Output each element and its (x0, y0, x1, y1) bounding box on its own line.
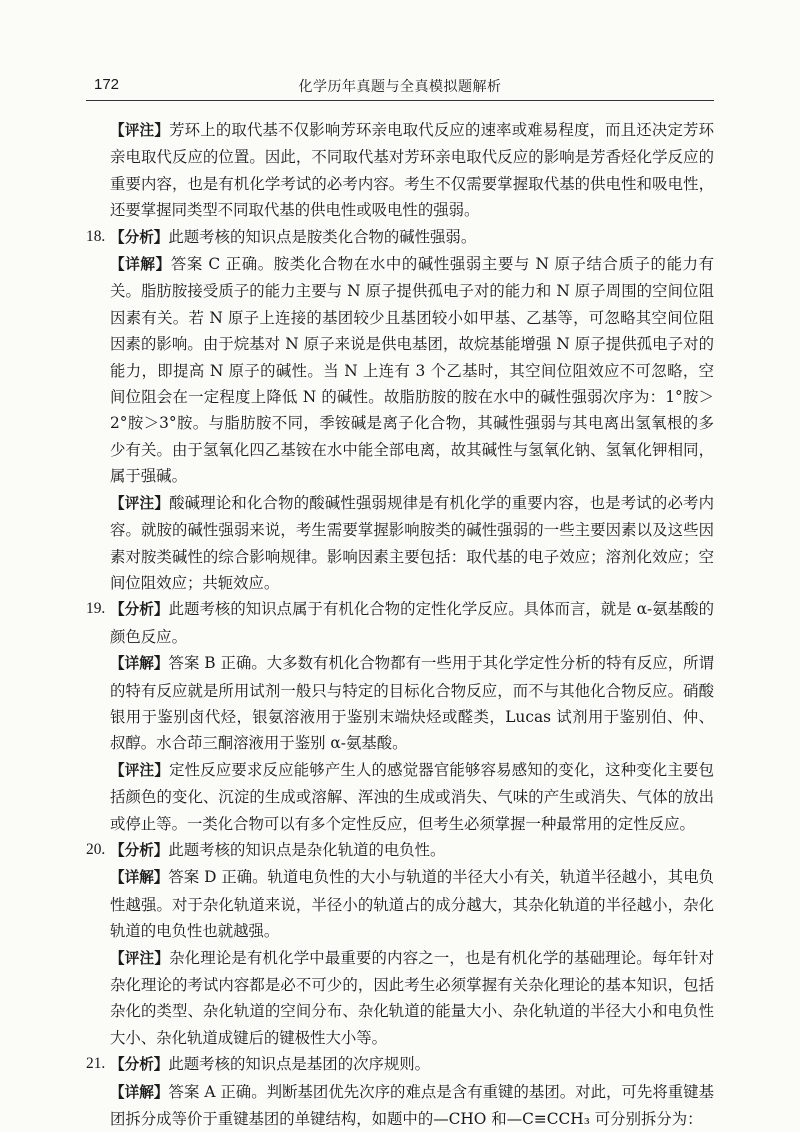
page-number: 172 (94, 76, 120, 93)
analysis-text: 此题考核的知识点是胺类化合物的碱性强弱。 (168, 227, 477, 246)
analysis-tag: 【分析】 (110, 228, 169, 246)
note-tag: 【评注】 (110, 949, 170, 967)
analysis-text: 此题考核的知识点属于有机化合物的定性化学反应。具体而言，就是 α-氨基酸的颜色反应。 (110, 600, 714, 646)
note-text: 定性反应要求反应能够产生人的感觉器官能够容易感知的变化，这种变化主要包括颜色的变化、沉淀的生成或溶解、浑浊的生成或消失、气味的产生或消失、气体的放出或停止等。一类化合物可以有多个定性反应，但考生必须掌握一种最常用的定性反应。 (110, 760, 714, 833)
running-title: 化学历年真题与全真模拟题解析 (298, 79, 502, 95)
question-19-note (86, 757, 714, 837)
detail-text: 答案 D 正确。轨道电负性的大小与轨道的半径大小有关，轨道半径越小，其电负性越强。对于杂化轨道来说，半径小的轨道占的成分越大，其杂化轨道的半径越小，杂化轨道的电负性也就越强。 (110, 868, 714, 941)
page-body (86, 117, 714, 1132)
note-tag: 【评注】 (110, 761, 170, 779)
analysis-tag: 【分析】 (110, 841, 169, 859)
question-20-note (86, 945, 714, 1052)
question-18-note (86, 490, 714, 597)
question-number: 19. (86, 600, 106, 618)
question-21-detail (86, 1079, 714, 1132)
note-paragraph (86, 117, 714, 224)
question-19-detail (86, 650, 714, 757)
detail-text: 答案 C 正确。胺类化合物在水中的碱性强弱主要与 N 原子结合质子的能力有关。脂肪胺接受质子的能力主要与 N 原子提供孤电子对的能力和 N 原子周围的空间位阻因素有关。若 N 原子上连接的基团较少且基团较小如甲基、乙基等，可忽略其空间位阻因素的影响。由于烷基对 N 原子来说是供电基团，故烷基能增强 N 原子提供孤电子对的能力，即提高 N 原子的碱性。当 N 上连有 3 个乙基时，其空间位阻效应不可忽略，空间位阻会在一定程度上降低 N 的碱性。故脂肪胺的胺在水中的碱性强弱次序为：1°胺＞2°胺＞3°胺。与脂肪胺不同，季铵碱是离子化合物，其碱性强弱与其电离出氢氧根的多少有关。由于氢氧化四乙基铵在水中能全部电离，故其碱性与氢氧化钠、氢氧化钾相同，属于强碱。 (110, 255, 714, 486)
analysis-text: 此题考核的知识点是基团的次序规则。 (168, 1055, 431, 1074)
detail-text: 答案 B 正确。大多数有机化合物都有一些用于其化学定性分析的特有反应，所谓的特有反应就是所用试剂一般只与特定的目标化合物反应，而不与其他化合物反应。硝酸银用于鉴别卤代烃，银氨溶液用于鉴别末端炔烃或醛类，Lucas 试剂用于鉴别伯、仲、叔醇。水合茚三酮溶液用于鉴别 α-氨基酸。 (110, 654, 714, 753)
question-21-analysis (86, 1051, 714, 1078)
analysis-text: 此题考核的知识点是杂化轨道的电负性。 (168, 840, 446, 859)
question-18-analysis (86, 224, 714, 251)
question-20-analysis (86, 837, 714, 864)
detail-text: 答案 A 正确。判断基团优先次序的难点是含有重键的基团。对此，可先将重键基团拆分成等价于重键基团的单键结构，如题中的—CHO 和—C≡CCH₃ 可分别拆分为： (110, 1082, 714, 1129)
detail-tag: 【详解】 (110, 256, 171, 274)
note-text: 芳环上的取代基不仅影响芳环亲电取代反应的速率或难易程度，而且还决定芳环亲电取代反应的位置。因此，不同取代基对芳环亲电取代反应的影响是芳香烃化学反应的重要内容，也是有机化学考试的必考内容。考生不仅需要掌握取代基的供电性和吸电性，还要掌握同类型不同取代基的供电性或吸电性的强弱。 (110, 121, 714, 220)
question-20-detail (86, 864, 714, 944)
question-18-detail (86, 251, 714, 490)
question-number: 20. (86, 840, 106, 858)
note-text: 杂化理论是有机化学中最重要的内容之一，也是有机化学的基础理论。每年针对杂化理论的考试内容都是必不可少的，因此考生必须掌握有关杂化理论的基本知识，包括杂化的类型、杂化轨道的空间分布、杂化轨道的能量大小、杂化轨道的半径大小和电负性大小、杂化轨道成键后的键极性大小等。 (110, 948, 714, 1047)
detail-tag: 【详解】 (110, 869, 169, 887)
note-tag: 【评注】 (110, 494, 170, 512)
page-header (86, 72, 714, 101)
analysis-tag: 【分析】 (110, 601, 169, 619)
note-text: 酸碱理论和化合物的酸碱性强弱规律是有机化学的重要内容，也是考试的必考内容。就胺的碱性强弱来说，考生需要掌握影响胺类的碱性强弱的一些主要因素以及这些因素对胺类碱性的综合影响规律。影响因素主要包括：取代基的电子效应；溶剂化效应；空间位阻效应；共轭效应。 (110, 493, 714, 592)
detail-tag: 【详解】 (110, 655, 169, 673)
question-19-analysis (86, 596, 714, 650)
note-tag: 【评注】 (110, 122, 170, 139)
analysis-tag: 【分析】 (110, 1056, 169, 1074)
question-number: 18. (86, 227, 106, 245)
question-number: 21. (86, 1055, 106, 1073)
detail-tag: 【详解】 (110, 1083, 169, 1101)
